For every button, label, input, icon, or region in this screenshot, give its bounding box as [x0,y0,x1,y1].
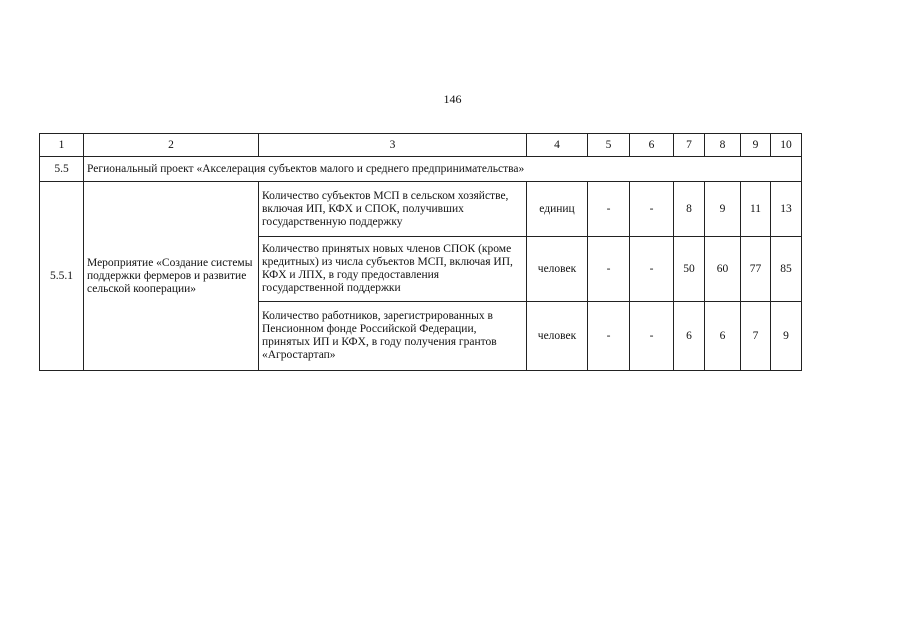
column-number: 4 [527,134,588,157]
value-cell: 11 [741,182,771,237]
column-number: 2 [84,134,259,157]
page-number: 146 [443,92,462,106]
column-number: 9 [741,134,771,157]
section-number: 5.5 [40,157,84,182]
value-cell: 8 [674,182,705,237]
value-cell: 77 [741,237,771,302]
value-cell: - [588,302,630,371]
value-cell: - [630,237,674,302]
value-cell: 85 [771,237,802,302]
value-cell: 6 [705,302,741,371]
column-number: 3 [259,134,527,157]
value-cell: 6 [674,302,705,371]
column-number: 7 [674,134,705,157]
value-cell: 9 [771,302,802,371]
event-number: 5.5.1 [40,182,84,371]
unit-cell: единиц [527,182,588,237]
column-number: 6 [630,134,674,157]
value-cell: - [588,182,630,237]
value-cell: 50 [674,237,705,302]
value-cell: 13 [771,182,802,237]
indicator-name: Количество работников, зарегистрированных в Пенсионном фонде Российской Федерации, принятых ИП и КФХ, в году получения грантов «Агростартап» [259,302,527,371]
indicator-name: Количество принятых новых членов СПОК (кроме кредитных) из числа субъектов МСП, включая ИП, КФХ и ЛПХ, в году предоставления государственной поддержки [259,237,527,302]
indicator-name: Количество субъектов МСП в сельском хозяйстве, включая ИП, КФХ и СПОК, получивших государственную поддержку [259,182,527,237]
value-cell: 60 [705,237,741,302]
column-number: 10 [771,134,802,157]
value-cell: 9 [705,182,741,237]
column-number: 8 [705,134,741,157]
unit-cell: человек [527,302,588,371]
column-number: 5 [588,134,630,157]
column-number: 1 [40,134,84,157]
value-cell: - [588,237,630,302]
indicators-table [39,133,802,371]
table-row [40,182,802,237]
section-title: Региональный проект «Акселерация субъектов малого и среднего предпринимательства» [84,157,802,182]
section-row [40,157,802,182]
column-number-row [40,134,802,157]
value-cell: - [630,302,674,371]
unit-cell: человек [527,237,588,302]
value-cell: 7 [741,302,771,371]
event-title: Мероприятие «Создание системы поддержки фермеров и развитие сельской кооперации» [84,182,259,371]
value-cell: - [630,182,674,237]
